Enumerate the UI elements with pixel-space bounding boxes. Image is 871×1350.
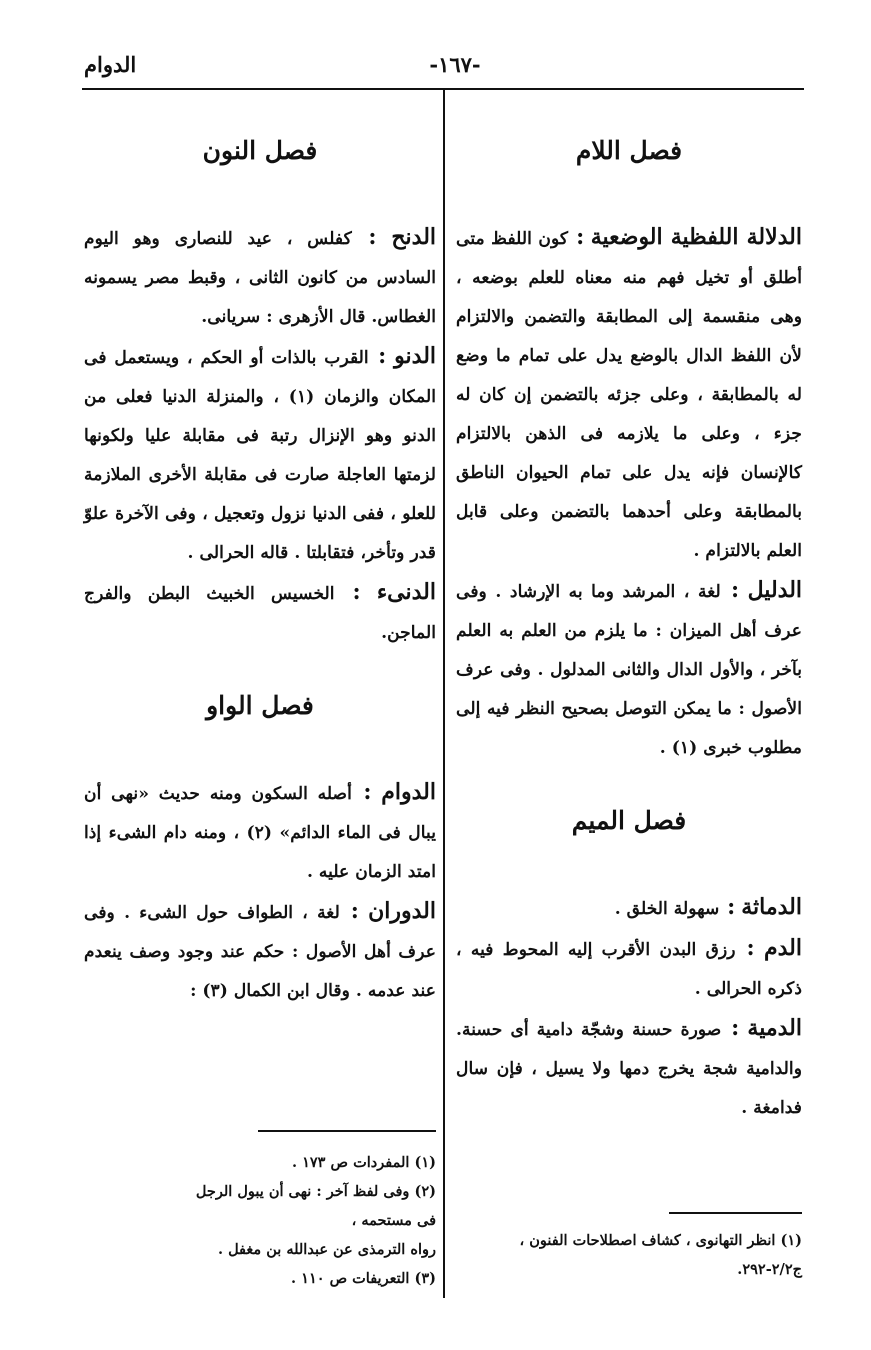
- section-title-nun: فصل النون: [202, 136, 318, 165]
- entry-dalala: الدلالة اللفظية الوضعية : كون اللفظ متى أطلق أو تخيل فهم منه معناه للعلم بوضعه ، وهى منقسمة إلى المطابقة والتضمن والالتزام لأن اللفظ الدال بالوضع يدل على تمام ما وضع له بالمطابقة ، وعلى جزئه بالتضمن إن كان له جزء ، وعلى ما يلازمه فى الذهن بالالتزام كالإنسان فإنه يدل على تمام الحيوان الناطق بالمطابقة وعلى أحدهما بالتضمن وعلى قابل العلم بالالتزام .: [456, 224, 802, 561]
- section-title-mim: فصل الميم: [571, 806, 687, 835]
- entry-daniy: الدنىء : الخسيس الخبيث البطن والفرج الماجن.: [84, 579, 436, 643]
- footnote-line: (٣) التعريفات ص ١١٠ .: [291, 1270, 436, 1287]
- footnotes-right: [456, 1226, 802, 1284]
- entry-term: الدوران: [368, 898, 436, 924]
- entry-damatha: الدماثة : سهولة الخلق .: [614, 894, 802, 920]
- entry-text: أصله السكون ومنه حديث «نهى أن يبال فى الماء الدائم» (٢) ، ومنه دام الشىء إذا امتد الزمان عليه .: [84, 784, 436, 882]
- entry-text: رزق البدن الأقرب إليه المحوط فيه ، ذكره الحرالى .: [456, 940, 802, 999]
- entry-text: صورة حسنة وشجّة دامية أى حسنة. والدامية شجة يخرج دمها ولا يسيل ، فإن سال فدامغة .: [456, 1020, 802, 1118]
- entry-text: سهولة الخلق .: [614, 899, 720, 919]
- footnote-line: ج٢/٢-٢٩٢.: [737, 1261, 802, 1278]
- entry-term: الدنىء: [376, 579, 436, 605]
- entry-dunuw: الدنو : القرب بالذات أو الحكم ، ويستعمل فى المكان والزمان (١) ، والمنزلة الدنيا فعلى من الدنو وهو الإنزال رتبة فى مقابلة عليا ولكونها لزمتها العاجلة صارت فى مقابلة الأخرى الملازمة للعلو ، ففى الدنيا نزول وتعجيل ، وفى الآخرة علوّ قدر وتأخر، فتقابلتا . قاله الحرالى .: [84, 343, 437, 563]
- footnote-line: (٢) وفى لفظ آخر : نهى أن يبول الرجل فى مستحمه ،: [195, 1183, 436, 1229]
- footnote-line: (١) المفردات ص ١٧٣ .: [292, 1154, 436, 1171]
- entry-text: القرب بالذات أو الحكم ، ويستعمل فى المكان والزمان (١) ، والمنزلة الدنيا فعلى من الدنو وهو الإنزال رتبة فى مقابلة عليا ولكونها لزمتها العاجلة صارت فى مقابلة الأخرى الملازمة للعلو ، ففى الدنيا نزول وتعجيل ، وفى الآخرة علوّ قدر وتأخر، فتقابلتا . قاله الحرالى .: [84, 348, 436, 563]
- entry-dam: الدم : رزق البدن الأقرب إليه المحوط فيه ، ذكره الحرالى .: [456, 935, 802, 999]
- entry-dawam: الدوام : أصله السكون ومنه حديث «نهى أن يبال فى الماء الدائم» (٢) ، ومنه دام الشىء إذا امتد الزمان عليه .: [84, 779, 436, 882]
- footnote-line: رواه الترمذى عن عبدالله بن مغفل .: [217, 1241, 436, 1258]
- right-column: [456, 130, 802, 1128]
- footnote-line: (١) انظر التهانوى ، كشاف اصطلاحات الفنون ،: [519, 1232, 802, 1249]
- section-title-lam: فصل اللام: [575, 136, 683, 165]
- entry-danh: الدنح : كفلس ، عيد للنصارى وهو اليوم السادس من كانون الثانى ، وقبط مصر يسمونه الغطاس. قال الأزهرى : سريانى.: [84, 224, 437, 327]
- entry-term: الدنح: [391, 224, 437, 250]
- entry-term: الدمية: [747, 1015, 802, 1041]
- entry-text: لغة ، الطواف حول الشىء . وفى عرف أهل الأصول : حكم عند وجود وصف ينعدم عند عدمه . وقال ابن الكمال (٣) :: [84, 903, 436, 1001]
- footnote-rule-left: [258, 1130, 436, 1132]
- left-column: [84, 130, 436, 1011]
- entry-term: الدماثة: [741, 894, 802, 920]
- entry-term: الدلالة اللفظية الوضعية: [590, 224, 802, 250]
- entry-text: كون اللفظ متى أطلق أو تخيل فهم منه معناه للعلم بوضعه ، وهى منقسمة إلى المطابقة والتضمن والالتزام لأن اللفظ الدال بالوضع يدل على تمام ما وضع له بالمطابقة ، وعلى جزئه بالتضمن إن كان له جزء ، وعلى ما يلازمه فى الذهن بالالتزام كالإنسان فإنه يدل على تمام الحيوان الناطق بالمطابقة وعلى أحدهما بالتضمن وعلى قابل العلم بالالتزام .: [456, 229, 802, 561]
- entry-term: الدم: [764, 935, 802, 961]
- column-divider: [443, 88, 445, 1298]
- entry-dumya: الدمية : صورة حسنة وشجّة دامية أى حسنة. والدامية شجة يخرج دمها ولا يسيل ، فإن سال فدامغة .: [456, 1015, 802, 1118]
- entry-term: الدليل: [747, 577, 803, 603]
- entry-dawaran: الدوران : لغة ، الطواف حول الشىء . وفى عرف أهل الأصول : حكم عند وجود وصف ينعدم عند عدمه . وقال ابن الكمال (٣) :: [84, 898, 436, 1001]
- running-head-title: الدوام: [84, 52, 137, 77]
- page-number: -١٦٧-: [429, 52, 481, 77]
- entry-text: لغة ، المرشد وما به الإرشاد . وفى عرف أهل الميزان : ما يلزم من العلم به العلم بآخر ، والأول الدال والثانى المدلول . وفى عرف الأصول : ما يمكن التوصل بصحيح النظر فيه إلى مطلوب خبرى (١) .: [456, 582, 802, 758]
- entry-term: الدنو: [394, 343, 437, 369]
- section-title-waw: فصل الواو: [206, 691, 314, 720]
- entry-text: الخسيس الخبيث البطن والفرج الماجن.: [84, 584, 436, 643]
- footnote-rule-right: [669, 1212, 802, 1214]
- footnotes-left: [180, 1148, 436, 1293]
- entry-text: كفلس ، عيد للنصارى وهو اليوم السادس من كانون الثانى ، وقبط مصر يسمونه الغطاس. قال الأزهرى : سريانى.: [84, 229, 436, 327]
- entry-term: الدوام: [381, 779, 436, 805]
- entry-dalil: الدليل : لغة ، المرشد وما به الإرشاد . وفى عرف أهل الميزان : ما يلزم من العلم به العلم بآخر ، والأول الدال والثانى المدلول . وفى عرف الأصول : ما يمكن التوصل بصحيح النظر فيه إلى مطلوب خبرى (١) .: [456, 577, 803, 758]
